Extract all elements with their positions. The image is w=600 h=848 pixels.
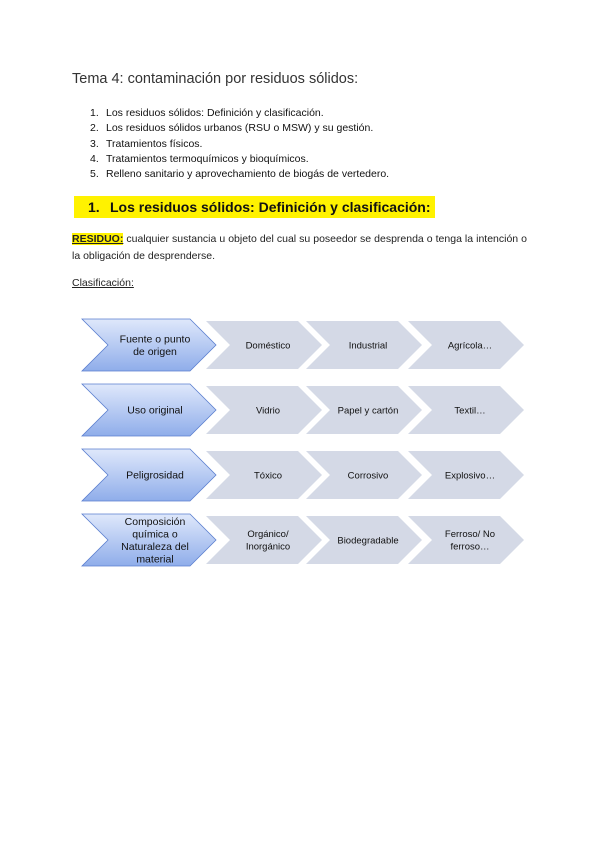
definition-term: RESIDUO:	[72, 233, 124, 245]
document-title: Tema 4: contaminación por residuos sólidos:	[72, 71, 359, 87]
section-number: 1.	[88, 199, 100, 215]
toc-item-text: Relleno sanitario y aprovechamiento de biogás de vertedero.	[106, 168, 390, 181]
toc-item-text: Los residuos sólidos urbanos (RSU o MSW) y su gestión.	[106, 122, 374, 135]
category-item-label: Agrícola…	[447, 340, 493, 352]
definition-text: cualquier sustancia u objeto del cual su poseedor se desprenda o tenga la intención o la obligación de desprenderse.	[72, 233, 527, 262]
toc-item-text: Tratamientos físicos.	[106, 137, 203, 150]
category-item-label: Industrial	[348, 340, 388, 352]
toc-item-number: 4.	[90, 152, 99, 165]
toc-item-number: 3.	[90, 137, 99, 150]
category-header-label: Peligrosidad	[126, 469, 184, 482]
category-header-label: Composición química o Naturaleza del material	[121, 515, 189, 566]
category-header-label: Fuente o punto de origen	[119, 333, 191, 358]
category-item-label: Ferroso/ No ferroso…	[444, 529, 496, 553]
toc-item-text: Tratamientos termoquímicos y bioquímicos.	[106, 152, 309, 165]
toc-item-text: Los residuos sólidos: Definición y clasificación.	[106, 107, 324, 119]
category-item-label: Doméstico	[245, 340, 291, 352]
toc-item-number: 1.	[90, 107, 99, 119]
category-item-label: Orgánico/ Inorgánico	[245, 529, 291, 553]
category-item-label: Explosivo…	[444, 470, 496, 482]
category-item-label: Biodegradable	[337, 535, 399, 547]
toc-item-number: 2.	[90, 122, 99, 135]
category-item-label: Tóxico	[254, 470, 282, 482]
category-item-label: Corrosivo	[347, 470, 389, 482]
classification-label: Clasificación:	[72, 277, 134, 289]
category-item-label: Papel y cartón	[337, 405, 399, 417]
category-item-label: Vidrio	[255, 405, 281, 417]
category-item-label: Textil…	[454, 405, 486, 417]
section-title: Los residuos sólidos: Definición y clasificación:	[110, 199, 431, 215]
category-header-label: Uso original	[127, 404, 183, 417]
toc-item-number: 5.	[90, 168, 99, 181]
